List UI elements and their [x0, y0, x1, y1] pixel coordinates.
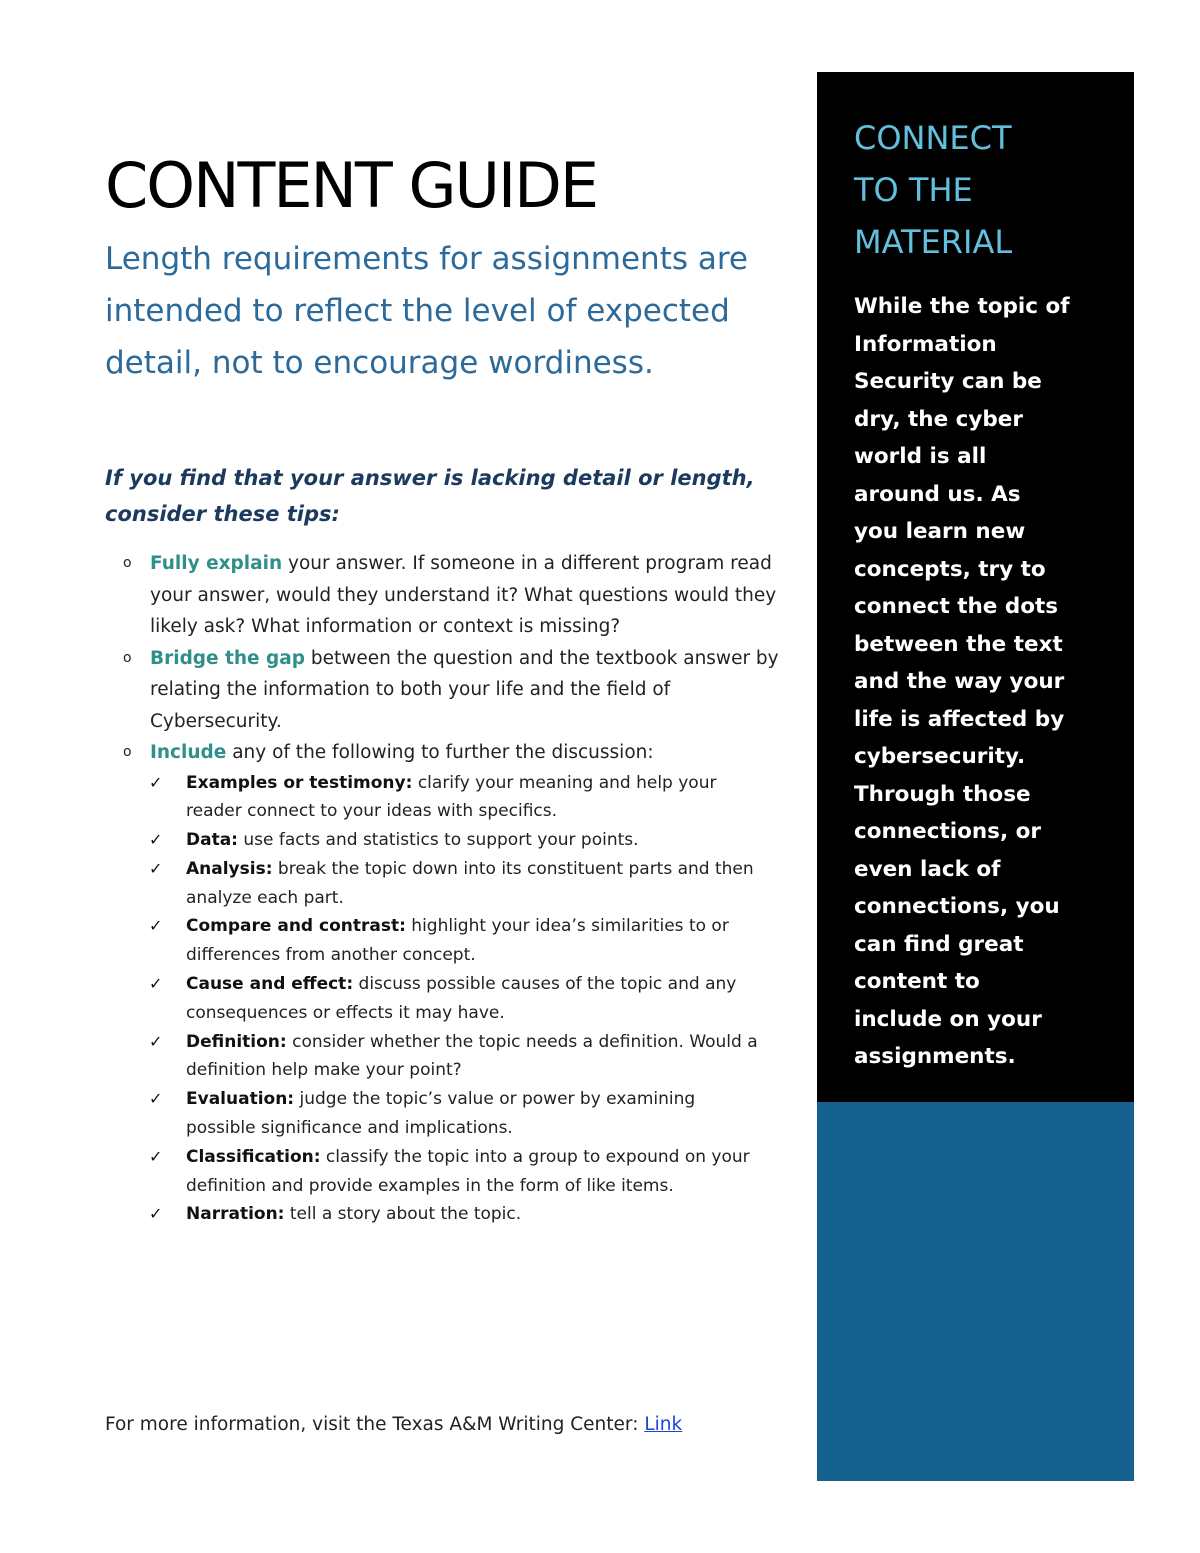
checkmark-icon: ✓ — [149, 1031, 163, 1051]
include-item-cause — [149, 970, 766, 1028]
writing-center-link[interactable]: Link — [644, 1414, 683, 1435]
include-item-analysis — [149, 855, 766, 913]
include-item-text: clarify your meaning and help your reader connect to your ideas with specifics. — [186, 772, 717, 822]
include-item-text: use facts and statistics to support your points. — [237, 830, 639, 851]
include-item-data — [149, 826, 766, 855]
sidebar-body-line: life is affected by — [854, 706, 1065, 732]
include-item-compare — [149, 912, 766, 970]
tip-key: Include — [150, 742, 227, 763]
tip-text: any of the following to further the discussion: — [226, 742, 654, 763]
subtitle: Length requirements for assignments are intended to reflect the level of expected detail, not to encourage wordiness. — [105, 241, 748, 381]
tips-list — [123, 548, 788, 1229]
sidebar-body-line: concepts, try to — [854, 556, 1046, 582]
include-list — [123, 769, 766, 1230]
sidebar-body-line: assignments. — [854, 1044, 1016, 1069]
sidebar-heading — [854, 112, 1114, 268]
include-item-key: Cause and effect: — [186, 974, 354, 995]
page-title: CONTENT GUIDE — [105, 149, 598, 222]
footer-text: For more information, visit the Texas A&M Writing Center: — [105, 1414, 645, 1435]
tip-text: between the question and the textbook answer by relating the information to both your life and the field of Cybersecurity. — [150, 647, 779, 732]
include-item-classification — [149, 1143, 766, 1201]
checkmark-icon: ✓ — [149, 974, 163, 994]
checkmark-icon: ✓ — [149, 858, 163, 878]
include-item-examples — [149, 769, 766, 827]
include-item-definition — [149, 1028, 766, 1086]
sidebar-body-line: even lack of — [854, 856, 1001, 882]
sidebar-body-line: include on your — [854, 1006, 1042, 1032]
sidebar-body-line: cybersecurity. — [854, 744, 1026, 769]
tip-bridge-the-gap — [123, 643, 788, 738]
checkmark-icon: ✓ — [149, 1146, 163, 1166]
sidebar-body-line: Security can be — [854, 369, 1042, 394]
sidebar-body-line: Information — [854, 331, 997, 357]
tip-key: Bridge the gap — [150, 647, 306, 669]
sidebar-body-line: around us. As — [854, 481, 1021, 507]
sidebar-body-line: connections, you — [854, 894, 1060, 919]
sidebar-body-line: Through those — [854, 781, 1031, 807]
sidebar-body-line: world is all — [854, 444, 987, 469]
include-item-text: classify the topic into a group to expound on your definition and provide examples in the form of like items. — [186, 1146, 750, 1196]
tips-intro: If you find that your answer is lacking detail or length, consider these tips: — [105, 466, 755, 526]
sidebar-body-line: can find great — [854, 931, 1024, 957]
sidebar-body-line: you learn new — [854, 519, 1026, 544]
sidebar-body-line: and the way your — [854, 669, 1065, 694]
include-item-key: Data: — [186, 830, 238, 851]
include-item-key: Narration: — [186, 1204, 285, 1225]
circle-bullet-icon: o — [123, 555, 132, 571]
include-item-evaluation — [149, 1085, 766, 1143]
sidebar-heading-line: TO THE — [854, 171, 973, 209]
include-item-text: discuss possible causes of the topic and any consequences or effects it may have. — [186, 974, 737, 1023]
sidebar-panel — [817, 72, 1134, 1481]
include-item-key: Analysis: — [186, 858, 273, 879]
include-item-key: Classification: — [186, 1146, 321, 1167]
include-item-key: Evaluation: — [186, 1089, 295, 1110]
include-item-text: tell a story about the topic. — [284, 1204, 522, 1225]
tip-text: your answer. If someone in a different program read your answer, would they understand it? What questions would they likely ask? What information or context is missing? — [150, 553, 777, 637]
include-item-key: Definition: — [186, 1031, 287, 1052]
include-item-key: Examples or testimony: — [186, 772, 413, 793]
sidebar-body-line: between the text — [854, 631, 1063, 657]
checkmark-icon: ✓ — [149, 772, 163, 792]
sidebar-body — [854, 288, 1114, 1076]
include-item-key: Compare and contrast: — [186, 916, 406, 937]
sidebar-body-line: While the topic of — [854, 294, 1070, 319]
include-item-text: highlight your idea’s similarities to or differences from another concept. — [186, 916, 729, 966]
tip-key: Fully explain — [150, 553, 283, 574]
sidebar-heading-line: MATERIAL — [854, 223, 1013, 261]
footer-note — [105, 1410, 682, 1440]
tip-fully-explain — [123, 548, 788, 643]
checkmark-icon: ✓ — [149, 1204, 163, 1224]
sidebar-heading-line: CONNECT — [854, 119, 1012, 157]
include-list-wrapper — [123, 769, 788, 1230]
sidebar-blue-block — [817, 1102, 1134, 1481]
checkmark-icon: ✓ — [149, 916, 163, 936]
circle-bullet-icon: o — [123, 649, 132, 666]
sidebar-body-line: dry, the cyber — [854, 406, 1023, 432]
tip-include — [123, 737, 788, 769]
checkmark-icon: ✓ — [149, 830, 163, 850]
sidebar-body-line: connect the dots — [854, 594, 1059, 619]
checkmark-icon: ✓ — [149, 1089, 163, 1109]
circle-bullet-icon: o — [123, 744, 132, 760]
sidebar-body-line: content to — [854, 969, 980, 994]
include-item-narration — [149, 1200, 766, 1229]
include-item-text: break the topic down into its constituent parts and then analyze each part. — [186, 858, 754, 908]
include-item-text: consider whether the topic needs a definition. Would a definition help make your point? — [186, 1031, 758, 1081]
include-item-text: judge the topic’s value or power by examining possible significance and implications. — [186, 1089, 696, 1139]
sidebar-body-line: connections, or — [854, 819, 1042, 844]
